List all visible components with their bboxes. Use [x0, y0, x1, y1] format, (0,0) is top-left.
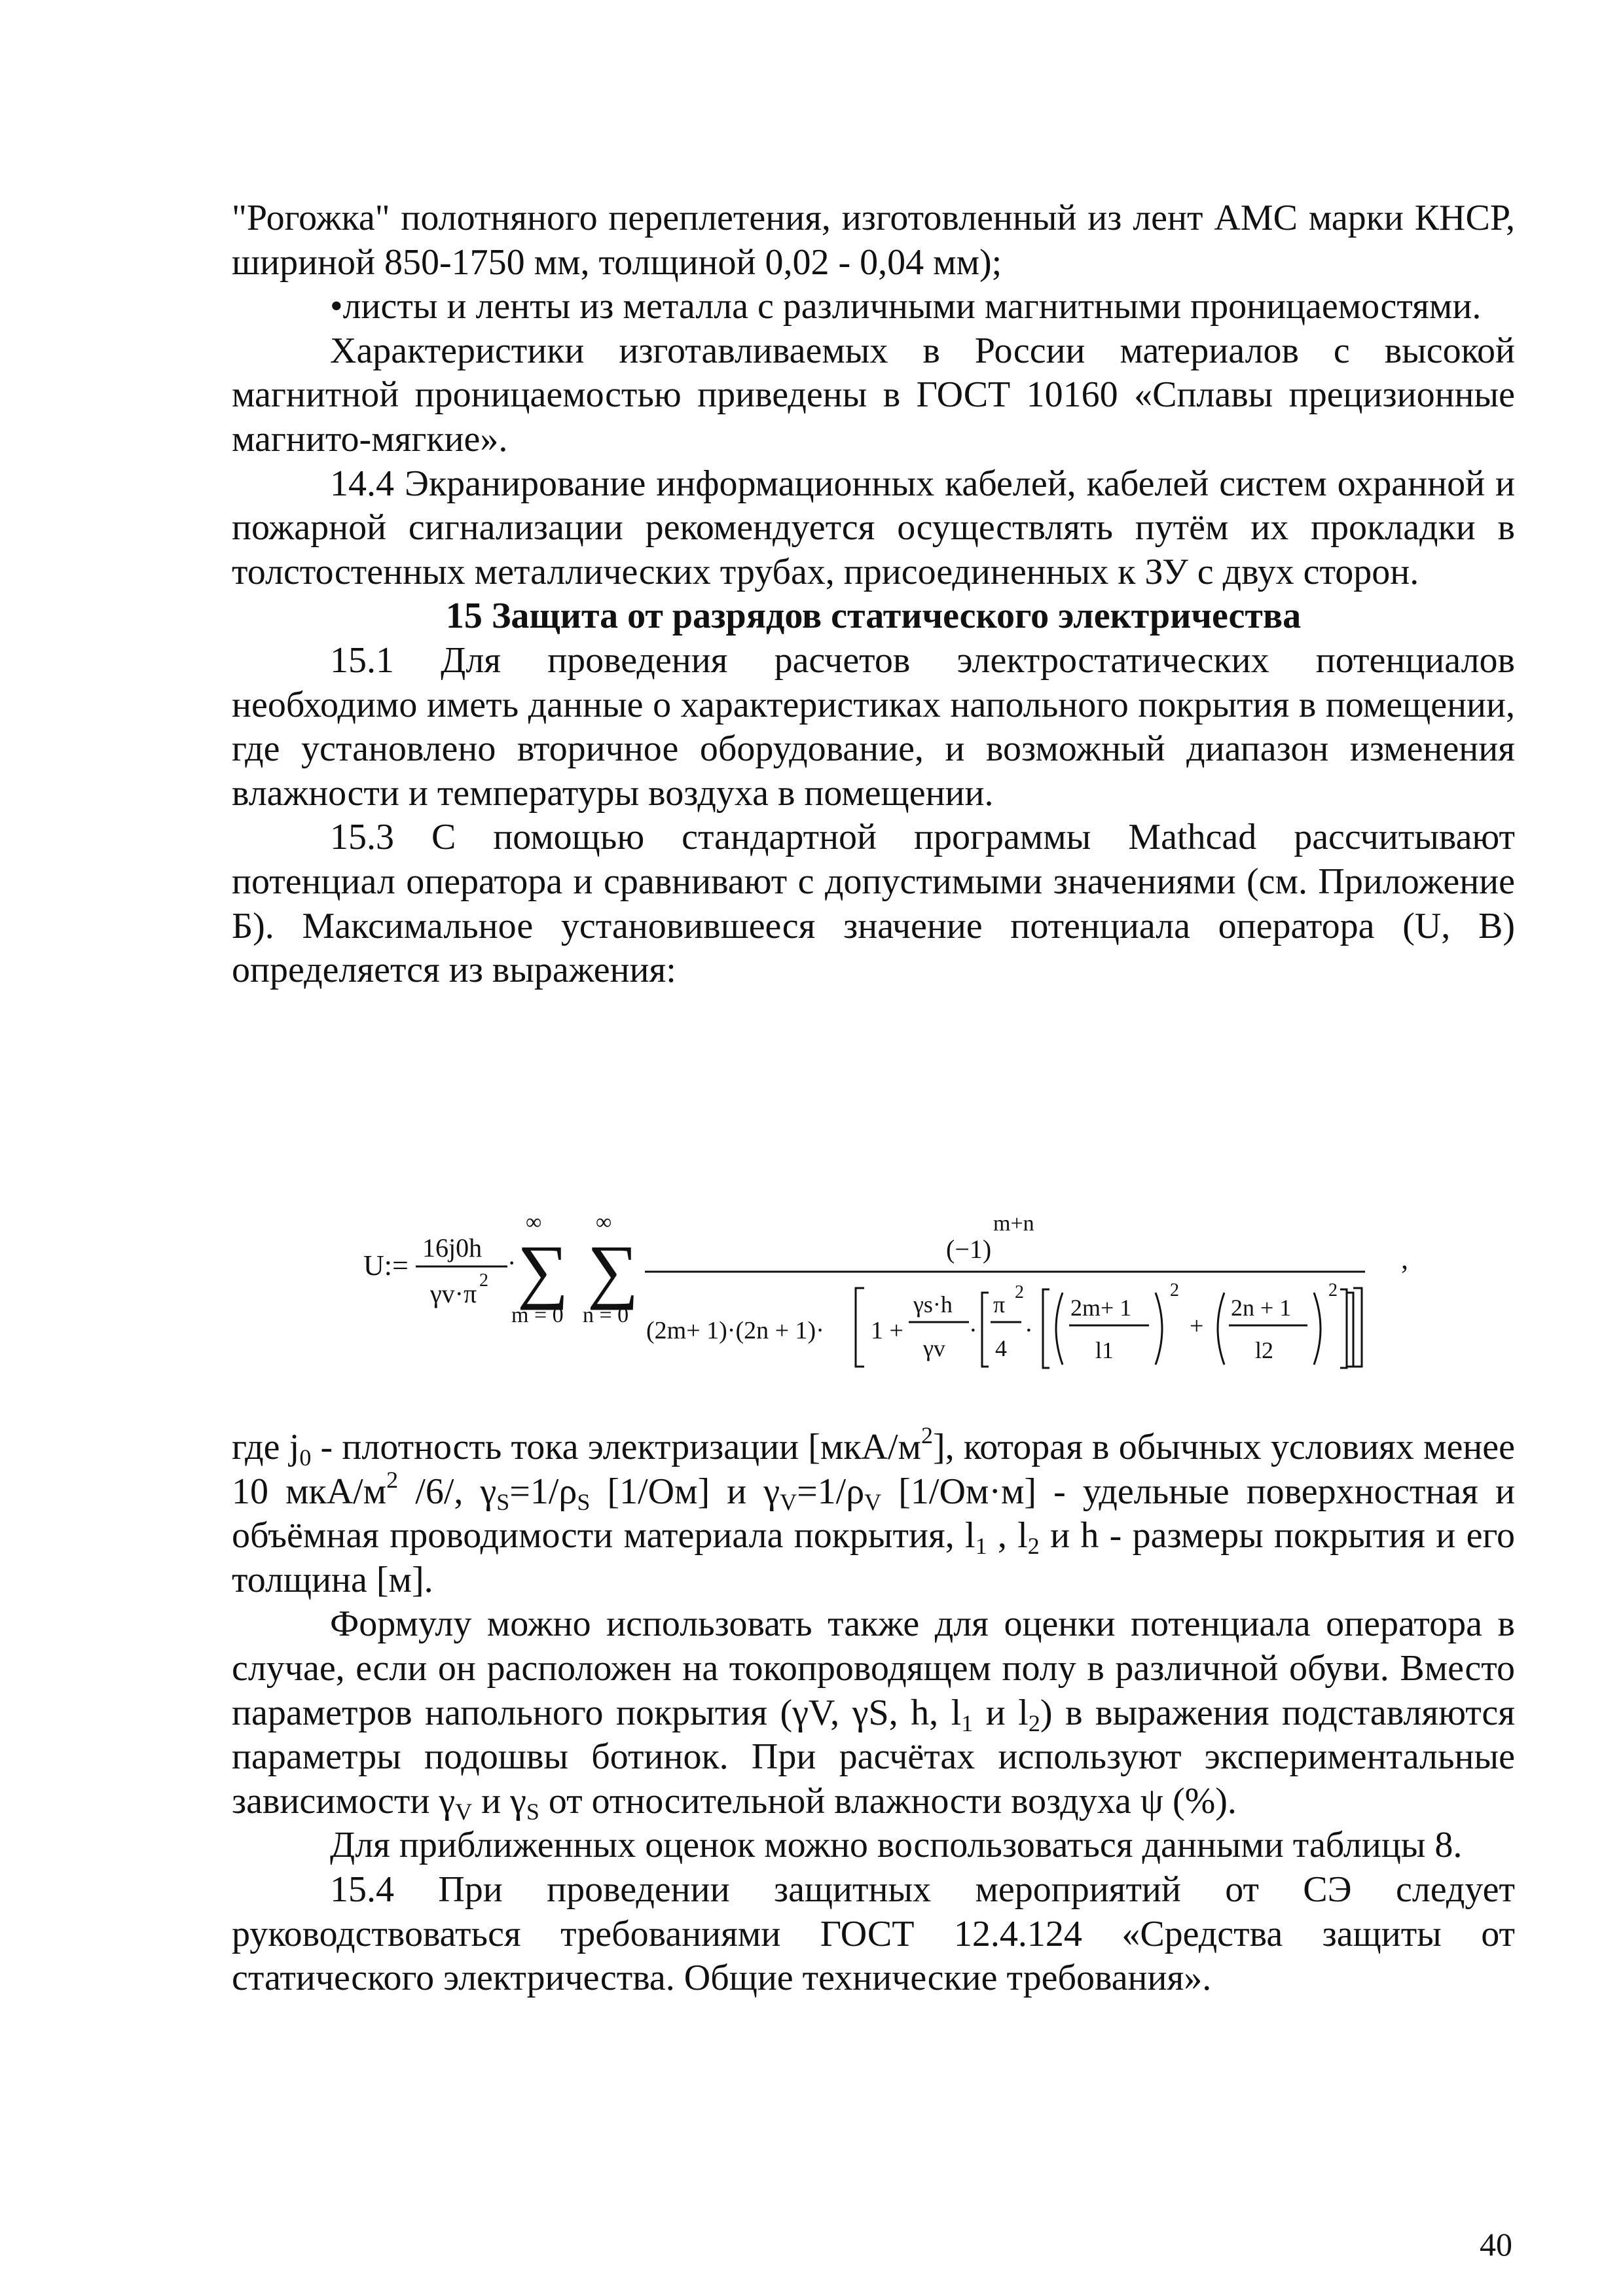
paragraph-characteristics: Характеристики изготавливаемых в России материалов с высокой магнитной проницаемостью приведены в ГОСТ 10160 «Сплавы прецизионные магнито-мягкие».: [232, 330, 1515, 459]
formula-pi-over-4-den: 4: [995, 1335, 1007, 1361]
formula-pi-power: 2: [479, 1270, 488, 1291]
svg-text:2: 2: [1328, 1280, 1338, 1300]
svg-text:·: ·: [507, 1248, 517, 1278]
formula-sum-n-lower: n = 0: [583, 1303, 629, 1327]
section-heading-15: 15 Защита от разрядов статического электричества: [445, 596, 1302, 637]
svg-text:2: 2: [1015, 1282, 1024, 1302]
formula-coef-denominator: γv·π: [430, 1279, 477, 1308]
formula-sum-n-upper: ∞: [596, 1210, 612, 1234]
paragraph-where-definitions: где $j_0$ - плотность тока электризации $[мкА/м^2]$, которая в обычных условиях менее 10 мкА/$м^2$ /6/, $\gamma_S=1/\rho_S$ [1/Ом] и $\gamma_V=1/\rho_V$ [1/Ом·м] - удельные поверхностная и объёмная проводимости материала покрытия, $l_1$ , $l_2$ и h - размеры покрытия и его толщина [м].: [232, 1422, 1516, 1600]
potential-formula: [363, 1191, 1444, 1388]
paragraph-rogozhka: "Рогожка" полотняного переплетения, изготовленный из лент АМС марки КНСР, шириной 850-1750 мм, толщиной 0,02 - 0,04 мм);: [232, 198, 1515, 283]
formula-sum-m-lower: m = 0: [511, 1303, 564, 1327]
svg-text:·: ·: [1025, 1317, 1033, 1344]
formula-lhs: U:=: [363, 1249, 409, 1282]
formula-gamma-s-h: γs·h: [913, 1291, 953, 1318]
text-block-top: [232, 196, 1515, 993]
formula-sum-m-upper: ∞: [526, 1210, 542, 1234]
formula-coef-numerator: 16j0h: [422, 1233, 483, 1263]
formula-sign-exponent: m+n: [993, 1211, 1034, 1236]
paragraph-table-8: Для приближенных оценок можно воспользоваться данными таблицы 8.: [330, 1825, 1463, 1866]
svg-text:+: +: [1190, 1312, 1204, 1340]
formula-sum-n: ∑: [587, 1230, 639, 1310]
formula-n-term: 2n + 1: [1231, 1295, 1292, 1321]
formula-sum-m: ∑: [517, 1230, 569, 1310]
paragraph-15-3: 15.3 С помощью стандартной программы Mathcad рассчитывают потенциал оператора и сравнивают с допустимыми значениями (см. Приложение Б). Максимальное установившееся значение потенциала оператора (U, В) определяется из выражения:: [232, 817, 1515, 991]
svg-text:1 +: 1 +: [871, 1317, 903, 1344]
paragraph-15-4: 15.4 При проведении защитных мероприятий от СЭ следует руководствоваться требованиями ГОСТ 12.4.124 «Средства защиты от статического электричества. Общие технические требования».: [232, 1869, 1515, 1999]
paragraph-15-1: 15.1 Для проведения расчетов электростатических потенциалов необходимо иметь данные о характеристиках напольного покрытия в помещении, где установлено вторичное оборудование, и возможный диапазон изменения влажности и температуры воздуха в помещении.: [232, 639, 1515, 814]
formula-denominator-product: (2m+ 1)·(2n + 1)·: [646, 1317, 824, 1344]
formula-trailing-comma: ,: [1401, 1243, 1408, 1275]
page-number: 40: [1480, 2226, 1512, 2263]
text-block-bottom: [232, 1422, 1516, 2001]
svg-text:2: 2: [1170, 1280, 1179, 1300]
formula-pi-over-4-num: π: [993, 1291, 1006, 1318]
formula-m-term: 2m+ 1: [1070, 1295, 1132, 1321]
paragraph-14-4: 14.4 Экранирование информационных кабелей, кабелей систем охранной и пожарной сигнализации рекомендуется осуществлять путём их прокладки в толстостенных металлических трубах, присоединенных к ЗУ с двух сторон.: [232, 463, 1515, 592]
formula-sign-term: (−1): [946, 1234, 992, 1264]
svg-text:·: ·: [969, 1317, 977, 1344]
formula-gamma-v: γv: [923, 1335, 945, 1361]
paragraph-bullet-sheets: •листы и ленты из металла с различными магнитными проницаемостями.: [330, 286, 1482, 327]
formula-l1: l1: [1095, 1337, 1114, 1363]
paragraph-formula-usage: Формулу можно использовать также для оценки потенциала оператора в случае, если он расположен на токопроводящем полу в различной обуви. Вместо параметров напольного покрытия (γV, γS, h, $l_1$ и $l_2$) в выражения подставляются параметры подошвы ботинок. При расчётах используют экспериментальные зависимости $\gamma_V$ и $\gamma_S$ от относительной влажности воздуха ψ (%).: [232, 1604, 1516, 1825]
formula-l2: l2: [1255, 1337, 1274, 1363]
